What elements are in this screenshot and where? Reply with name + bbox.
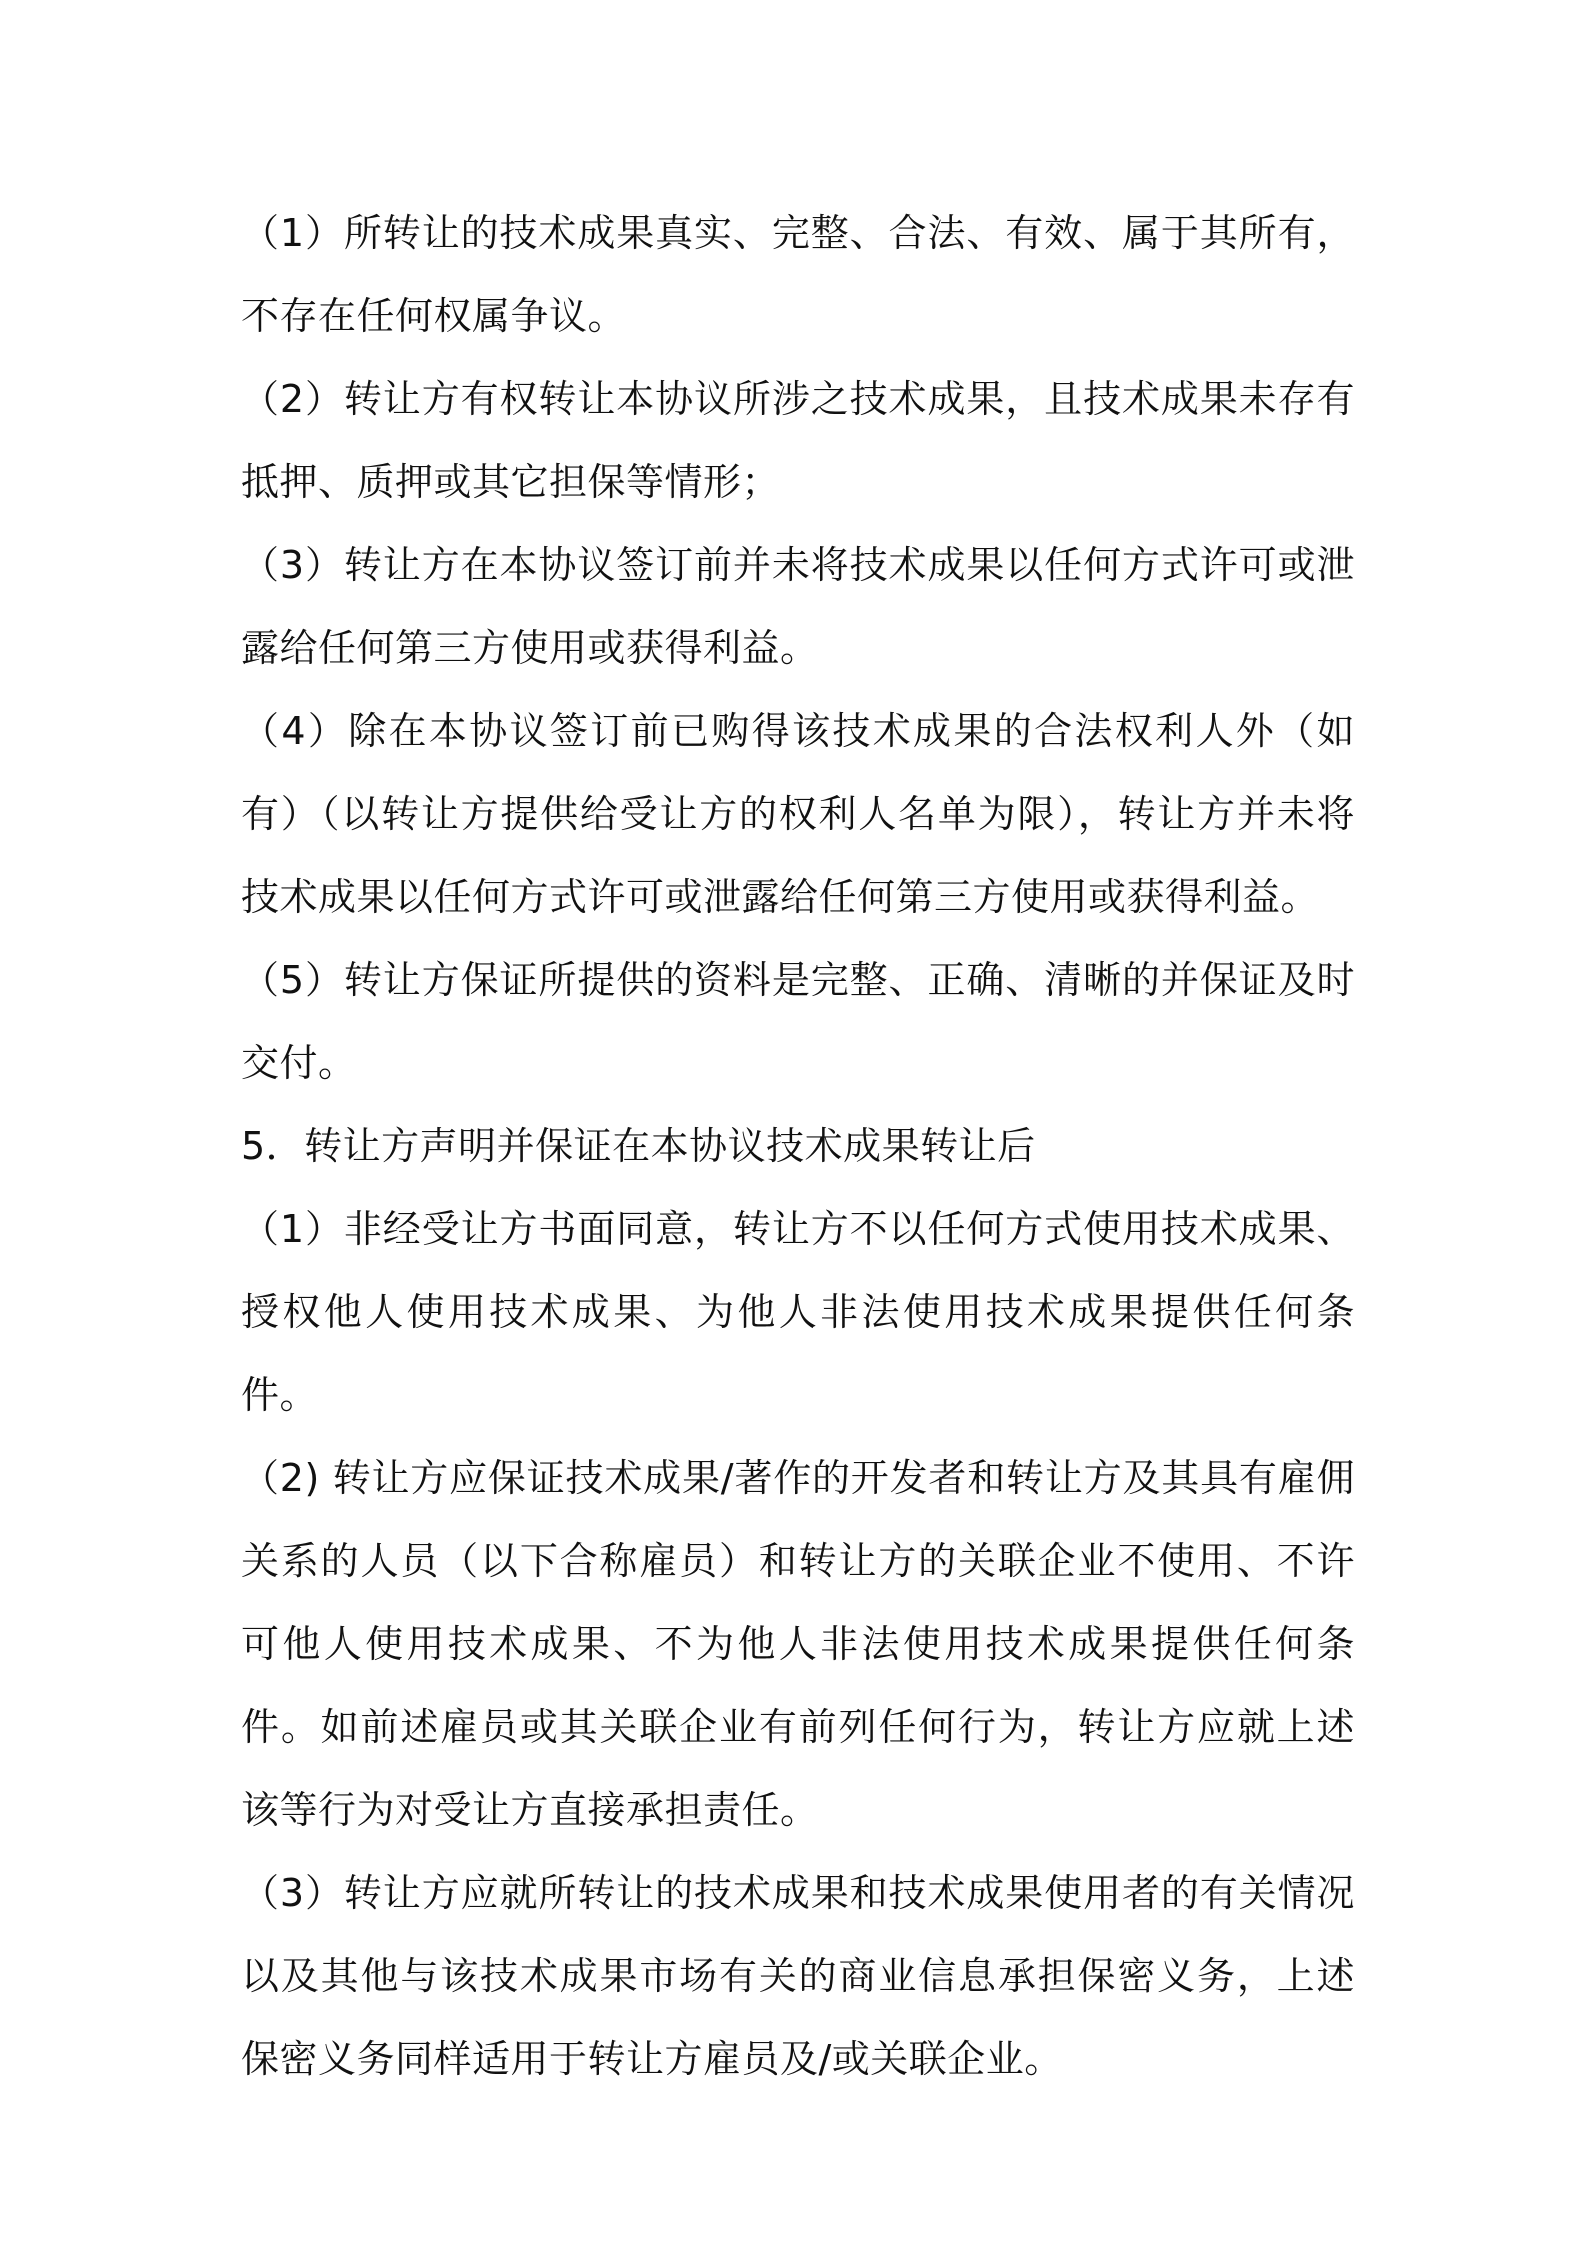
section-5-heading: 5．转让方声明并保证在本协议技术成果转让后 [241,1124,1036,1168]
clause-4-4: （4）除在本协议签订前已购得该技术成果的合法权利人外（如有）（以转让方提供给受让方的权利人名单为限），转让方并未将技术成果以任何方式许可或泄露给任何第三方使用或获得利益。 [241,709,1355,919]
clause-5-3: （3）转让方应就所转让的技术成果和技术成果使用者的有关情况以及其他与该技术成果市场有关的商业信息承担保密义务，上述保密义务同样适用于转让方雇员及/或关联企业。 [241,1871,1355,2081]
clause-4-2: （2）转让方有权转让本协议所涉之技术成果，且技术成果未存有抵押、质押或其它担保等情形； [241,377,1355,504]
clause-4-1: （1）所转让的技术成果真实、完整、合法、有效、属于其所有，不存在任何权属争议。 [241,211,1355,338]
document-body [241,192,1355,2101]
clause-5-1: （1）非经受让方书面同意，转让方不以任何方式使用技术成果、授权他人使用技术成果、为他人非法使用技术成果提供任何条件。 [241,1207,1355,1417]
clause-5-2: （2) 转让方应保证技术成果/著作的开发者和转让方及其具有雇佣关系的人员（以下合称雇员）和转让方的关联企业不使用、不许可他人使用技术成果、不为他人非法使用技术成果提供任何条件。如前述雇员或其关联企业有前列任何行为，转让方应就上述该等行为对受让方直接承担责任。 [241,1456,1355,1832]
clause-4-3: （3）转让方在本协议签订前并未将技术成果以任何方式许可或泄露给任何第三方使用或获得利益。 [241,543,1355,670]
clause-4-5: （5）转让方保证所提供的资料是完整、正确、清晰的并保证及时交付。 [241,958,1355,1085]
